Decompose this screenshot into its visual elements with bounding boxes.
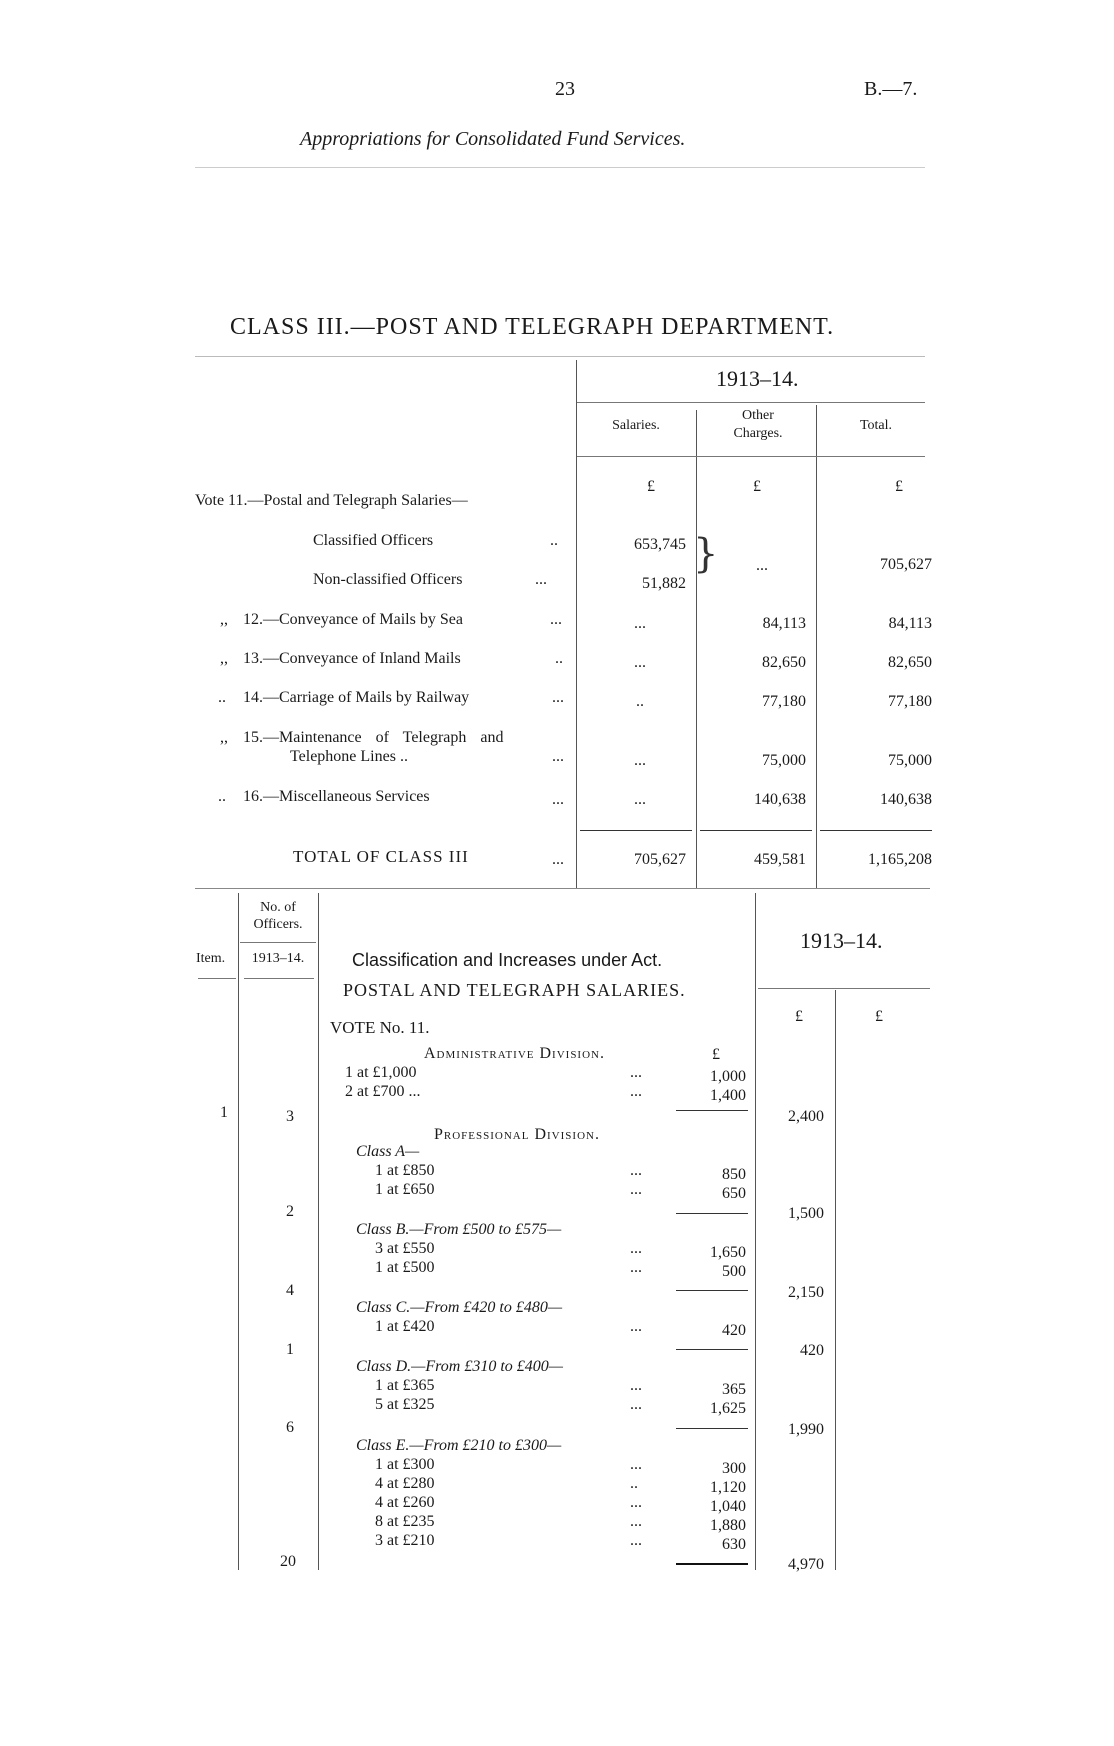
class-heading: Class E.—From £210 to £300— bbox=[356, 1437, 562, 1454]
subtotal-amount: 420 bbox=[800, 1342, 824, 1359]
currency-sub: £ bbox=[712, 1046, 720, 1063]
header-item: Item. bbox=[196, 951, 226, 966]
total-rule-total bbox=[820, 830, 932, 831]
line-amount: 1,120 bbox=[710, 1479, 746, 1496]
running-title: Appropriations for Consolidated Fund Services. bbox=[300, 128, 686, 150]
vote-number: VOTE No. 11. bbox=[330, 1018, 430, 1037]
officers-year-rule bbox=[244, 978, 314, 979]
row-label: 15.—Maintenance of Telegraph and bbox=[243, 729, 504, 746]
col-divider-salaries bbox=[696, 410, 697, 888]
line-amount: 850 bbox=[722, 1166, 746, 1183]
header-officers-year: 1913–14. bbox=[251, 951, 305, 966]
line-dots: ... bbox=[630, 1396, 642, 1413]
class-heading: Class C.—From £420 to £480— bbox=[356, 1299, 563, 1316]
class-title: CLASS III.—POST AND TELEGRAPH DEPARTMENT. bbox=[230, 314, 835, 340]
line-amount: 1,625 bbox=[710, 1400, 746, 1417]
line-amount: 1,880 bbox=[710, 1517, 746, 1534]
classification-heading: Classification and Increases under Act. bbox=[352, 950, 663, 970]
currency-total: £ bbox=[895, 478, 903, 495]
line-amount: 650 bbox=[722, 1185, 746, 1202]
line-dots: ... bbox=[630, 1494, 642, 1511]
col-divider-label bbox=[576, 360, 577, 888]
officers-count: 2 bbox=[286, 1203, 294, 1220]
line-dots: ... bbox=[630, 1513, 642, 1530]
row-salaries: ... bbox=[634, 654, 646, 671]
officers-count: 3 bbox=[286, 1108, 294, 1125]
total-rule-salaries bbox=[580, 830, 692, 831]
line-amount: 1,000 bbox=[710, 1068, 746, 1085]
row-salaries: 653,745 bbox=[634, 536, 686, 553]
line-text: 1 at £365 bbox=[375, 1377, 435, 1394]
page-number: 23 bbox=[555, 78, 575, 100]
line-text: 1 at £500 bbox=[375, 1259, 435, 1276]
header-salaries: Salaries. bbox=[612, 418, 660, 433]
row-prefix: .. bbox=[218, 788, 226, 805]
row-other: 77,180 bbox=[762, 693, 806, 710]
line-text: 1 at £1,000 bbox=[345, 1064, 417, 1081]
row-label: 12.—Conveyance of Mails by Sea bbox=[243, 611, 463, 628]
classification-top-rule bbox=[195, 888, 930, 889]
line-amount: 630 bbox=[722, 1536, 746, 1553]
line-amount: 1,400 bbox=[710, 1087, 746, 1104]
line-dots: ... bbox=[630, 1083, 642, 1100]
subtotal-amount: 1,990 bbox=[788, 1421, 824, 1438]
row-total: 82,650 bbox=[888, 654, 932, 671]
subtotal-amount: 1,500 bbox=[788, 1205, 824, 1222]
col-divider-other bbox=[816, 405, 817, 888]
currency-other: £ bbox=[753, 478, 761, 495]
line-text: 8 at £235 bbox=[375, 1513, 435, 1530]
row-dots: .. bbox=[550, 532, 558, 549]
class-heading: Class A— bbox=[356, 1143, 420, 1160]
col-divider-year bbox=[835, 990, 836, 1570]
line-text: 3 at £550 bbox=[375, 1240, 435, 1257]
total-other: 459,581 bbox=[754, 851, 806, 868]
row-other: 75,000 bbox=[762, 752, 806, 769]
line-amount: 365 bbox=[722, 1381, 746, 1398]
total-total: 1,165,208 bbox=[868, 851, 932, 868]
item-header-rule bbox=[198, 978, 236, 979]
line-amount: 420 bbox=[722, 1322, 746, 1339]
classification-subheading: POSTAL AND TELEGRAPH SALARIES. bbox=[343, 980, 686, 1000]
subtotal-rule bbox=[676, 1428, 748, 1429]
line-dots: .. bbox=[630, 1475, 638, 1492]
currency-salaries: £ bbox=[647, 478, 655, 495]
line-text: 1 at £850 bbox=[375, 1162, 435, 1179]
line-dots: ... bbox=[630, 1377, 642, 1394]
row-prefix: ,, bbox=[220, 650, 228, 667]
year-underline bbox=[577, 402, 925, 403]
row-dots: .. bbox=[555, 650, 563, 667]
row-salaries: .. bbox=[636, 693, 644, 710]
currency-year: £ bbox=[875, 1008, 883, 1025]
row-dots: ... bbox=[550, 611, 562, 628]
row-label: 16.—Miscellaneous Services bbox=[243, 788, 430, 805]
class-heading: Class B.—From £500 to £575— bbox=[356, 1221, 562, 1238]
col-divider-officers bbox=[318, 893, 319, 1570]
total-dots: ... bbox=[552, 851, 564, 868]
line-dots: ... bbox=[630, 1532, 642, 1549]
row-dots: ... bbox=[552, 689, 564, 706]
row-dots: ... bbox=[552, 748, 564, 765]
row-salaries: ... bbox=[634, 791, 646, 808]
total-label: TOTAL OF CLASS III bbox=[293, 847, 469, 866]
division-title: Administrative Division. bbox=[424, 1045, 605, 1062]
currency-amount: £ bbox=[795, 1008, 803, 1025]
header-officers-1: No. of bbox=[260, 900, 296, 915]
line-amount: 300 bbox=[722, 1460, 746, 1477]
officers-header-rule bbox=[240, 942, 316, 943]
line-text: 2 at £700 ... bbox=[345, 1083, 421, 1100]
class-heading: Class D.—From £310 to £400— bbox=[356, 1358, 563, 1375]
row-prefix: .. bbox=[218, 689, 226, 706]
row-other: 140,638 bbox=[754, 791, 806, 808]
row-total: 705,627 bbox=[880, 556, 932, 573]
row-salaries: ... bbox=[634, 752, 646, 769]
line-amount: 1,040 bbox=[710, 1498, 746, 1515]
row-prefix: ,, bbox=[220, 729, 228, 746]
year-header-rule bbox=[758, 988, 930, 989]
line-dots: ... bbox=[630, 1162, 642, 1179]
vote-heading: Vote 11.—Postal and Telegraph Salaries— bbox=[195, 492, 468, 509]
line-dots: ... bbox=[630, 1064, 642, 1081]
row-other: 84,113 bbox=[762, 615, 806, 632]
total-rule-other bbox=[700, 830, 812, 831]
classification-year: 1913–14. bbox=[800, 928, 883, 953]
row-label: Non-classified Officers bbox=[313, 571, 463, 588]
officers-count: 4 bbox=[286, 1282, 294, 1299]
row-total: 75,000 bbox=[888, 752, 932, 769]
subtotal-amount: 2,400 bbox=[788, 1108, 824, 1125]
line-text: 4 at £280 bbox=[375, 1475, 435, 1492]
line-dots: ... bbox=[630, 1240, 642, 1257]
subtotal-amount: 2,150 bbox=[788, 1284, 824, 1301]
division-title: Professional Division. bbox=[434, 1126, 600, 1143]
table-top-rule bbox=[195, 356, 925, 357]
line-dots: ... bbox=[630, 1181, 642, 1198]
subtotal-rule bbox=[676, 1110, 748, 1111]
row-salaries: ... bbox=[634, 615, 646, 632]
line-text: 1 at £300 bbox=[375, 1456, 435, 1473]
line-text: 4 at £260 bbox=[375, 1494, 435, 1511]
line-text: 1 at £650 bbox=[375, 1181, 435, 1198]
row-label-continued: Telephone Lines .. bbox=[290, 748, 408, 765]
row-dots: ... bbox=[535, 571, 547, 588]
total-salaries: 705,627 bbox=[634, 851, 686, 868]
column-header-rule bbox=[577, 456, 925, 457]
line-dots: ... bbox=[630, 1259, 642, 1276]
subtotal-rule bbox=[676, 1290, 748, 1291]
officers-count: 6 bbox=[286, 1419, 294, 1436]
row-label: 13.—Conveyance of Inland Mails bbox=[243, 650, 461, 667]
header-rule bbox=[195, 167, 925, 168]
header-total: Total. bbox=[859, 418, 893, 433]
row-other: ... bbox=[756, 557, 768, 574]
officers-count: 1 bbox=[286, 1341, 294, 1358]
subtotal-rule bbox=[676, 1563, 748, 1565]
class-year: 1913–14. bbox=[716, 366, 799, 391]
line-text: 1 at £420 bbox=[375, 1318, 435, 1335]
row-dots: ... bbox=[552, 791, 564, 808]
header-other-1: Other bbox=[742, 408, 774, 423]
row-salaries: 51,882 bbox=[642, 575, 686, 592]
col-divider-amount bbox=[755, 893, 756, 1570]
subtotal-amount: 4,970 bbox=[788, 1556, 824, 1573]
page-reference: B.—7. bbox=[864, 78, 918, 100]
col-divider-item bbox=[238, 893, 239, 1570]
row-label: 14.—Carriage of Mails by Railway bbox=[243, 689, 470, 706]
header-other-2: Charges. bbox=[733, 426, 783, 441]
line-amount: 500 bbox=[722, 1263, 746, 1280]
row-other: 82,650 bbox=[762, 654, 806, 671]
row-prefix: ,, bbox=[220, 611, 228, 628]
line-text: 3 at £210 bbox=[375, 1532, 435, 1549]
line-text: 5 at £325 bbox=[375, 1396, 435, 1413]
row-total: 140,638 bbox=[880, 791, 932, 808]
header-officers-2: Officers. bbox=[253, 917, 303, 932]
line-amount: 1,650 bbox=[710, 1244, 746, 1261]
item-number: 1 bbox=[220, 1104, 228, 1121]
row-total: 77,180 bbox=[888, 693, 932, 710]
line-dots: ... bbox=[630, 1456, 642, 1473]
subtotal-rule bbox=[676, 1213, 748, 1214]
officers-count: 20 bbox=[280, 1553, 296, 1570]
row-label: Classified Officers bbox=[313, 532, 434, 549]
row-total: 84,113 bbox=[888, 615, 932, 632]
brace-symbol: } bbox=[693, 531, 719, 577]
subtotal-rule bbox=[676, 1349, 748, 1350]
line-dots: ... bbox=[630, 1318, 642, 1335]
